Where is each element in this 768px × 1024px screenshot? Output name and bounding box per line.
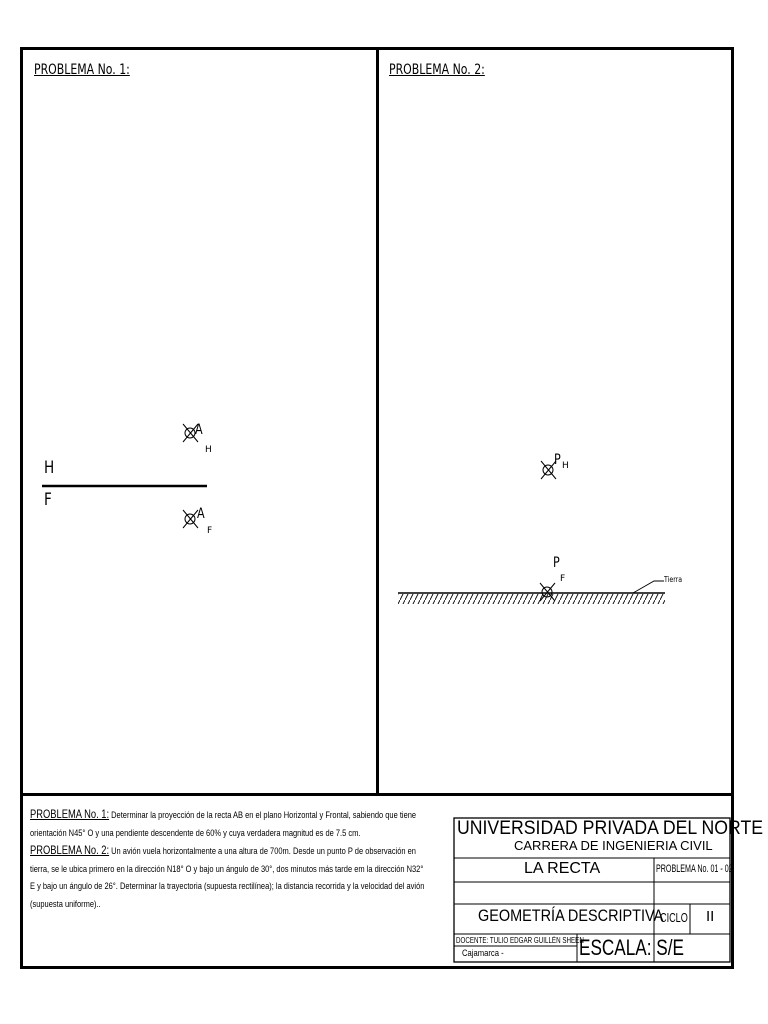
university-name: UNIVERSIDAD PRIVADA DEL NORTE xyxy=(457,818,764,839)
statement-p1-text-a: Determinar la proyección de la recta AB en el plano Horizontal y Frontal, sabiendo que tiene xyxy=(109,810,417,821)
plane-h-label: H xyxy=(44,458,55,478)
ground-label: Tierra xyxy=(664,575,683,584)
topic-title: LA RECTA xyxy=(524,860,601,877)
city-name: Cajamarca - xyxy=(462,948,504,958)
point-af-subscript: F xyxy=(207,526,213,536)
ground-hatching xyxy=(398,594,665,604)
problem-1-title: PROBLEMA No. 1: xyxy=(34,62,130,78)
point-ah-letter: A xyxy=(195,422,203,438)
scale-label: ESCALA: S/E xyxy=(579,935,684,960)
career-name: CARRERA DE INGENIERIA CIVIL xyxy=(514,838,713,853)
point-pf-subscript: F xyxy=(560,574,566,584)
statement-p2-label: PROBLEMA No. 2: xyxy=(30,843,110,858)
statement-p1-label: PROBLEMA No. 1: xyxy=(30,807,110,821)
course-name: GEOMETRÍA DESCRIPTIVA xyxy=(478,906,664,925)
statement-p1-line1 xyxy=(30,806,436,825)
statement-p2-line4: (supuesta uniforme).. xyxy=(30,898,101,910)
problem-statements xyxy=(30,806,436,914)
statement-p2-line2: tierra, se le ubica primero en la dirección N18° O y bajo un ángulo de 30°, dos minutos más tarde em la dirección N32° xyxy=(30,863,424,875)
point-af-letter: A xyxy=(197,506,205,522)
ground-leader xyxy=(633,581,664,593)
point-af-marker xyxy=(183,510,198,528)
problem-number: PROBLEMA No. 01 - 02 xyxy=(656,863,733,875)
problem-2-title: PROBLEMA No. 2: xyxy=(389,62,485,78)
statement-p2-line3: E y bajo un ángulo de 26°. Determinar la trayectoria (supuesta rectilínea); la distancia recorrida y la velocidad del avión xyxy=(30,881,425,893)
point-ah-subscript: H xyxy=(205,445,212,455)
point-ph-subscript: H xyxy=(562,461,569,471)
teacher-name: DOCENTE: TULIO EDGAR GUILLÉN SHEEN xyxy=(456,936,584,945)
point-pf-letter: P xyxy=(553,555,560,571)
plane-f-label: F xyxy=(44,490,52,510)
statement-p1-line2: orientación N45° O y una pendiente descendente de 60% y cuya verdadera magnitud es de 7.5 cm. xyxy=(30,827,361,839)
statement-p2-text-a: Un avión vuela horizontalmente a una altura de 700m. Desde un punto P de observación en xyxy=(109,846,416,858)
statement-p2-line1 xyxy=(30,842,436,861)
cycle-label: CICLO xyxy=(660,910,688,925)
cycle-value: II xyxy=(706,908,715,925)
point-ph-letter: P xyxy=(554,452,561,468)
